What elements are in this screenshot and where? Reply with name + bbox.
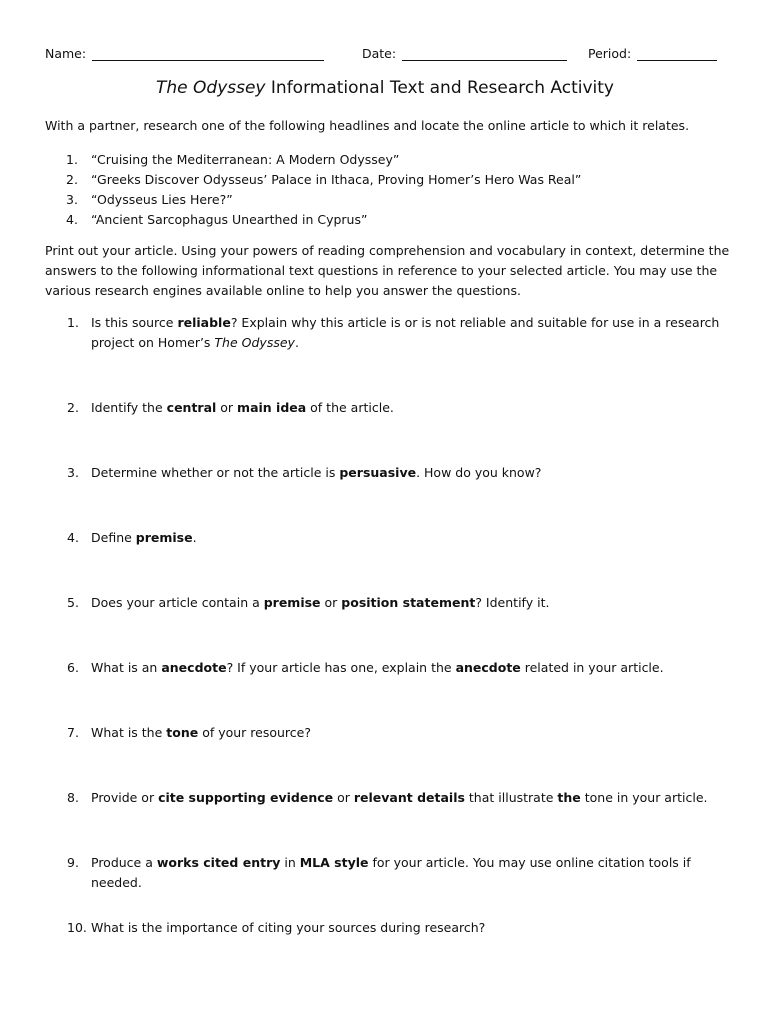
question-text-part: ? Explain why this article is or is not reliable and suitable for use in a research project on Homer’s [91,315,720,350]
question-text-part: of the article. [306,400,394,415]
question-text-part: Produce a [91,855,157,870]
question-text-part: of your resource? [198,725,311,740]
key-term: tone [166,725,199,740]
key-term: works cited entry [156,855,281,870]
instructions-paragraph: Print out your article. Using your powers of reading comprehension and vocabulary in context, determine the answers to the following informational text questions in reference to your selected article. You may use the various research engines available online to help you answer the questions. [45,243,730,298]
question-text-part: ? Identify it. [475,595,550,610]
question-number: 8. [67,790,79,805]
question-number: 7. [67,725,79,740]
question-number: 2. [67,400,79,415]
key-term: position statement [341,595,476,610]
question-text-part: that illustrate [464,790,558,805]
title-rest: Informational Text and Research Activity [265,78,614,98]
question-text-part: ? If your article has one, explain the [226,660,456,675]
headline-number: 4. [66,212,78,227]
question-item [45,313,735,353]
question-number: 5. [67,595,79,610]
question-item [45,593,735,613]
question-item [45,723,735,743]
question-number: 1. [67,315,79,330]
headline-item [45,150,735,170]
question-text [91,528,735,548]
question-text-part: Provide or [91,790,159,805]
key-term: main idea [237,400,307,415]
question-text-part: Is this source [91,315,178,330]
key-term: premise [135,530,193,545]
question-number: 9. [67,855,79,870]
question-text-part: What is an [91,660,162,675]
headline-number: 2. [66,172,78,187]
question-text-part: What is the importance of citing your sources during research? [91,920,486,935]
question-text [91,313,735,353]
question-text [91,658,735,678]
date-field[interactable] [362,46,567,61]
date-blank-line[interactable] [402,46,567,61]
headline-text: “Ancient Sarcophagus Unearthed in Cyprus” [91,212,368,227]
period-field[interactable] [588,46,717,61]
question-text-part: . [192,530,197,545]
question-text [91,918,735,938]
key-term: premise [263,595,321,610]
question-text [91,853,735,893]
key-term: MLA style [299,855,369,870]
question-number: 10. [67,920,87,935]
question-text-part: related in your article. [520,660,664,675]
period-blank-line[interactable] [637,46,717,61]
key-term: cite supporting evidence [158,790,334,805]
date-label: Date: [362,46,397,61]
headline-list [45,150,735,230]
key-term: reliable [177,315,231,330]
key-term: the [557,790,581,805]
question-text-part: Define [91,530,136,545]
headline-item [45,170,735,190]
question-item [45,918,735,938]
key-term: anecdote [161,660,227,675]
question-text-part: What is the [91,725,167,740]
title-reference: The Odyssey [214,335,295,350]
question-item [45,463,735,483]
question-text [91,593,735,613]
student-info-header [0,46,770,66]
headline-number: 3. [66,192,78,207]
headline-item [45,190,735,210]
headline-text: “Odysseus Lies Here?” [91,192,233,207]
question-text [91,788,735,808]
question-item [45,788,735,808]
name-blank-line[interactable] [92,46,324,61]
question-text-part: tone in your article. [580,790,708,805]
question-text-part: or [320,595,342,610]
question-text [91,723,735,743]
question-item [45,658,735,678]
question-text-part: for your article. You may use online citation tools if needed. [91,855,691,890]
key-term: anecdote [455,660,521,675]
intro-text: With a partner, research one of the following headlines and locate the online article to which it relates. [45,118,690,133]
question-text-part: Does your article contain a [91,595,264,610]
question-item [45,853,735,893]
name-label: Name: [45,46,87,61]
question-text-part: or [216,400,238,415]
title-italic: The Odyssey [156,78,266,98]
key-term: central [166,400,217,415]
key-term: persuasive [339,465,417,480]
question-text-part: . [294,335,299,350]
question-text [91,463,735,483]
headline-item [45,210,735,230]
question-item [45,528,735,548]
question-text-part: or [333,790,354,805]
headline-text: “Greeks Discover Odysseus’ Palace in Ithaca, Proving Homer’s Hero Was Real” [91,172,582,187]
question-number: 4. [67,530,79,545]
key-term: relevant details [353,790,465,805]
question-text-part: in [280,855,300,870]
question-text [91,398,735,418]
page-title [0,78,770,98]
question-text-part: . How do you know? [416,465,542,480]
name-field[interactable] [45,46,324,61]
question-number: 6. [67,660,79,675]
question-number: 3. [67,465,79,480]
headline-text: “Cruising the Mediterranean: A Modern Odyssey” [91,152,400,167]
question-text-part: Determine whether or not the article is [91,465,340,480]
period-label: Period: [588,46,632,61]
question-item [45,398,735,418]
question-text-part: Identify the [91,400,167,415]
headline-number: 1. [66,152,78,167]
